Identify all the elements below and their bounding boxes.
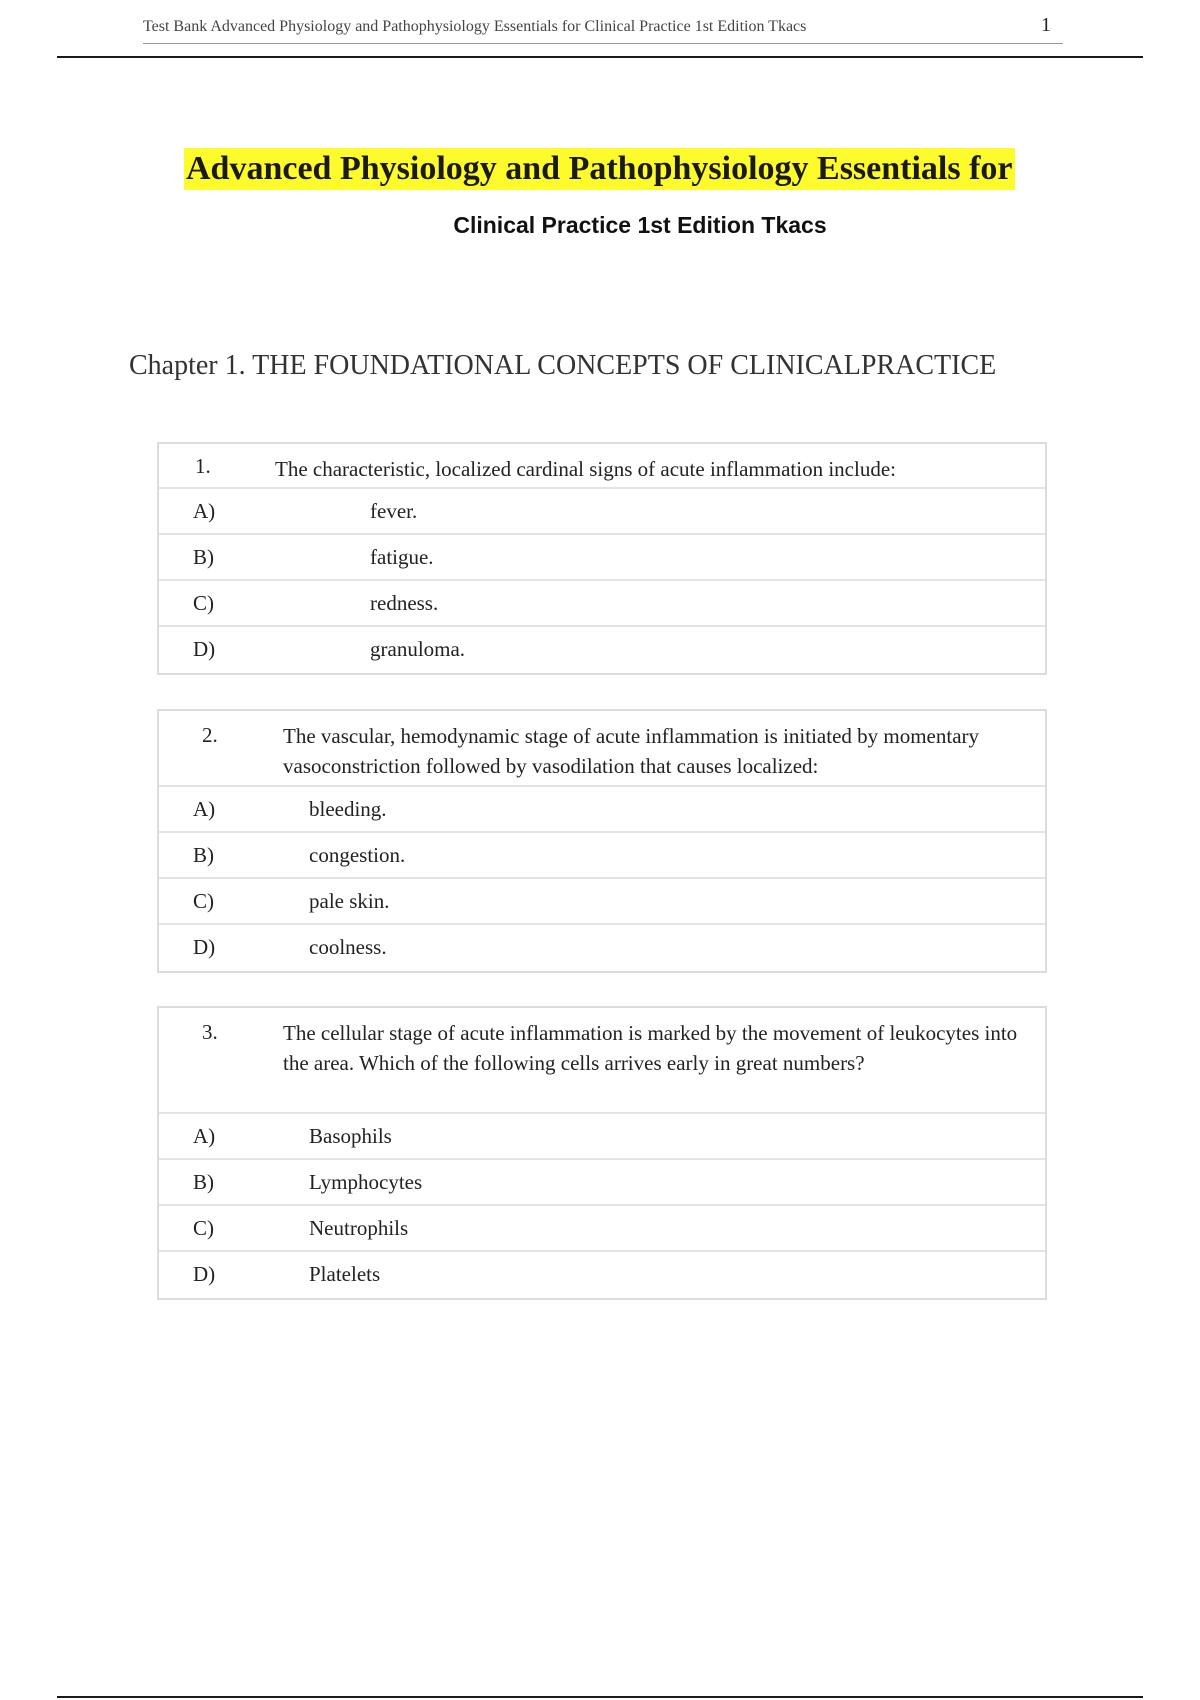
option-label: A) [193, 499, 216, 523]
question-stem [159, 1008, 1045, 1114]
page-number: 1 [1041, 14, 1051, 36]
option-label: D) [193, 1262, 216, 1286]
option-label: C) [193, 889, 214, 913]
option-text: bleeding. [309, 797, 387, 821]
answer-option [159, 1252, 1045, 1298]
answer-option [159, 581, 1045, 627]
answer-option [159, 925, 1045, 971]
footer-rule [57, 1696, 1143, 1698]
answer-option [159, 627, 1045, 673]
option-label: B) [193, 843, 214, 867]
document-title: Advanced Physiology and Pathophysiology Essentials for [184, 148, 1015, 190]
option-text: fatigue. [370, 545, 434, 569]
chapter-heading: Chapter 1. THE FOUNDATIONAL CONCEPTS OF CLINICALPRACTICE [129, 350, 997, 381]
option-text: granuloma. [370, 637, 466, 661]
option-label: A) [193, 1124, 216, 1148]
option-text: Basophils [309, 1124, 392, 1148]
running-title: Test Bank Advanced Physiology and Pathophysiology Essentials for Clinical Practice 1st Edition Tkacs [143, 18, 807, 35]
question-table-1 [157, 442, 1047, 675]
running-header [143, 14, 1063, 44]
answer-option [159, 1206, 1045, 1252]
question-table-3 [157, 1006, 1047, 1300]
option-text: Neutrophils [309, 1216, 409, 1240]
option-text: pale skin. [309, 889, 390, 913]
answer-option [159, 879, 1045, 925]
question-table-2 [157, 709, 1047, 973]
question-number: 1. [195, 454, 211, 478]
option-label: D) [193, 637, 216, 661]
option-label: D) [193, 935, 216, 959]
option-text: fever. [370, 499, 418, 523]
answer-option [159, 1160, 1045, 1206]
question-text: The characteristic, localized cardinal signs of acute inflammation include: [275, 457, 896, 481]
question-stem [159, 711, 1045, 787]
answer-option [159, 787, 1045, 833]
answer-option [159, 833, 1045, 879]
option-label: C) [193, 591, 214, 615]
answer-option [159, 1114, 1045, 1160]
option-label: B) [193, 545, 214, 569]
question-number: 2. [202, 723, 218, 747]
answer-option [159, 489, 1045, 535]
option-label: C) [193, 1216, 214, 1240]
option-label: B) [193, 1170, 214, 1194]
option-text: redness. [370, 591, 439, 615]
option-text: coolness. [309, 935, 387, 959]
option-text: Platelets [309, 1262, 381, 1286]
question-text: The vascular, hemodynamic stage of acute inflammation is initiated by momentary vasoconstriction followed by vasodilation that causes localized: [283, 724, 980, 778]
option-label: A) [193, 797, 216, 821]
option-text: Lymphocytes [309, 1170, 423, 1194]
question-number: 3. [202, 1020, 218, 1044]
question-stem [159, 444, 1045, 489]
header-rule [57, 56, 1143, 58]
document-subtitle: Clinical Practice 1st Edition Tkacs [453, 212, 827, 238]
question-text: The cellular stage of acute inflammation is marked by the movement of leukocytes into the area. Which of the following cells arrives early in great numbers? [283, 1021, 1018, 1075]
answer-option [159, 535, 1045, 581]
option-text: congestion. [309, 843, 406, 867]
